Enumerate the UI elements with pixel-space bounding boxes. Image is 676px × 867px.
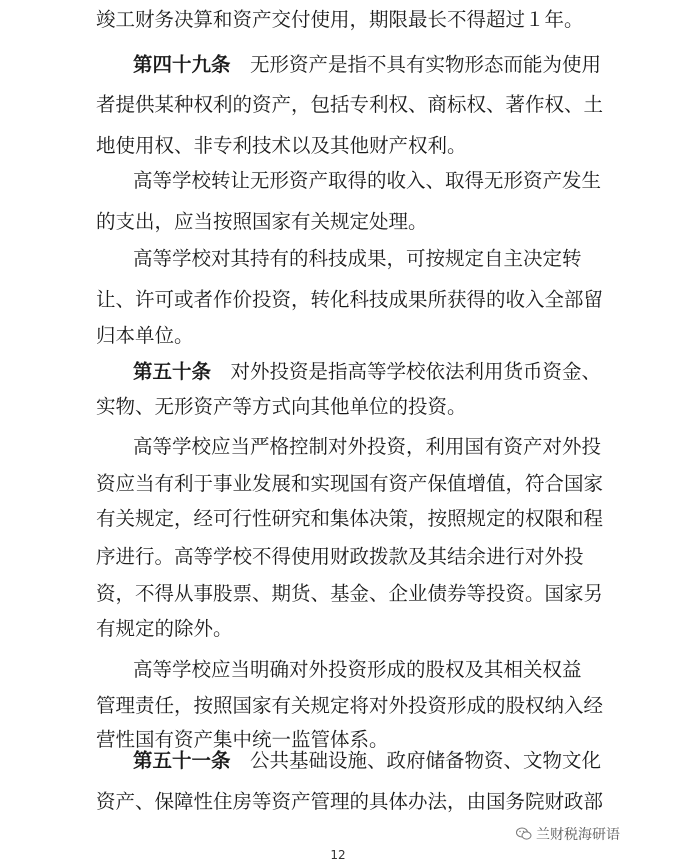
text-line: 地使用权、非专利技术以及其他财产权利。 (96, 134, 467, 157)
article-50-label: 第五十条 (133, 360, 212, 383)
watermark-text: 兰财税海研语 (536, 827, 620, 843)
text-line: 营性国有资产集中统一监管体系。 (96, 728, 389, 751)
text-line: 资产、保障性住房等资产管理的具体办法，由国务院财政部 (96, 790, 604, 813)
watermark (516, 824, 620, 844)
text-line: 让、许可或者作价投资，转化科技成果所获得的收入全部留 (96, 288, 604, 311)
article-49-label: 第四十九条 (133, 53, 231, 76)
text-line: 的支出，应当按照国家有关规定处理。 (96, 210, 428, 233)
text-line: 高等学校应当严格控制对外投资，利用国有资产对外投 (133, 435, 602, 458)
text-line: 资，不得从事股票、期货、基金、企业债券等投资。国家另 (96, 582, 604, 605)
wechat-icon (516, 827, 532, 841)
article-51-heading-line: 第五十一条 公共基础设施、政府储备物资、文物文化 (133, 749, 602, 772)
text-line: 高等学校对其持有的科技成果，可按规定自主决定转 (133, 247, 582, 270)
text-line: 高等学校转让无形资产取得的收入、取得无形资产发生 (133, 169, 602, 192)
text-line: 者提供某种权利的资产，包括专利权、商标权、著作权、土 (96, 93, 604, 116)
page-number: 12 (330, 848, 346, 862)
text-line: 有规定的除外。 (96, 617, 233, 640)
text-line: 管理责任，按照国家有关规定将对外投资形成的股权纳入经 (96, 694, 604, 717)
text-line: 资应当有利于事业发展和实现国有资产保值增值，符合国家 (96, 472, 604, 495)
text-line: 实物、无形资产等方式向其他单位的投资。 (96, 395, 467, 418)
text-line: 序进行。高等学校不得使用财政拨款及其结余进行对外投 (96, 545, 584, 568)
article-49-heading-line: 第四十九条 无形资产是指不具有实物形态而能为使用 (133, 53, 602, 76)
text-line: 归本单位。 (96, 324, 194, 347)
text-line: 高等学校应当明确对外投资形成的股权及其相关权益 (133, 658, 582, 681)
text-line: 竣工财务决算和资产交付使用，期限最长不得超过１年。 (96, 8, 584, 31)
text-line: 有关规定，经可行性研究和集体决策，按照规定的权限和程 (96, 507, 604, 530)
article-51-label: 第五十一条 (133, 749, 231, 772)
article-50-heading-line: 第五十条 对外投资是指高等学校依法利用货币资金、 (133, 360, 602, 383)
